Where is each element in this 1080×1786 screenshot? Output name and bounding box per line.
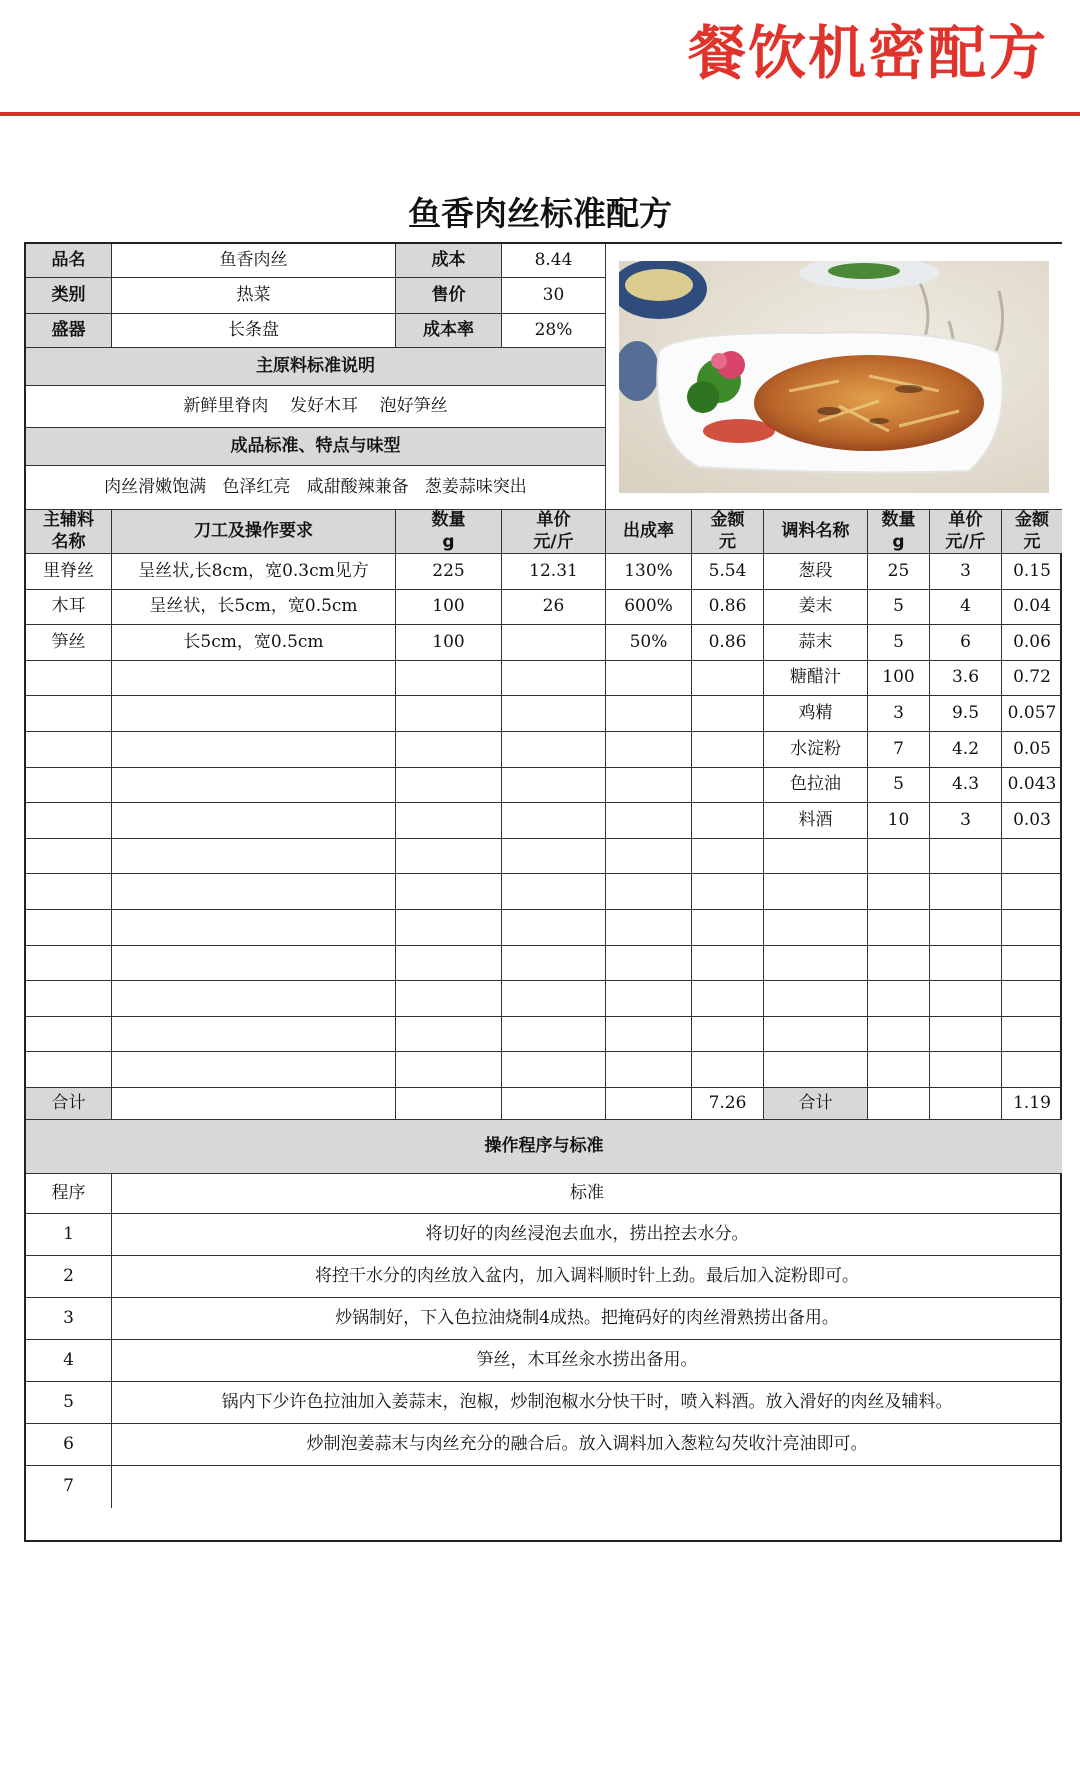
ingredient-unit-price bbox=[502, 839, 606, 874]
seasoning-name bbox=[764, 1017, 868, 1052]
procedure-step-text: 笋丝，木耳丝汆水捞出备用。 bbox=[112, 1340, 1062, 1382]
total-label: 合计 bbox=[26, 1088, 112, 1120]
procedure-step-column: 程序 bbox=[26, 1174, 112, 1214]
seasoning-unit-price: 4.3 bbox=[930, 768, 1002, 803]
procedure-step-text: 将控干水分的肉丝放入盆内，加入调料顺时针上劲。最后加入淀粉即可。 bbox=[112, 1256, 1062, 1298]
cutting-requirement bbox=[112, 874, 396, 910]
seasoning-name bbox=[764, 981, 868, 1017]
info-value: 8.44 bbox=[502, 244, 606, 278]
ingredient-amount bbox=[692, 768, 764, 803]
ingredient-name bbox=[26, 1017, 112, 1052]
cutting-requirement bbox=[112, 696, 396, 732]
ingredient-yield bbox=[606, 874, 692, 910]
procedure-step-number: 2 bbox=[26, 1256, 112, 1298]
total-empty bbox=[930, 1088, 1002, 1120]
ingredient-yield bbox=[606, 910, 692, 946]
ingredient-qty bbox=[396, 1052, 502, 1088]
total-seasoning-label: 合计 bbox=[764, 1088, 868, 1120]
ingredient-qty bbox=[396, 803, 502, 839]
seasoning-amount: 0.06 bbox=[1002, 625, 1062, 661]
ingredient-amount bbox=[692, 732, 764, 768]
cutting-requirement bbox=[112, 839, 396, 874]
ingredient-yield: 50% bbox=[606, 625, 692, 661]
info-value: 鱼香肉丝 bbox=[112, 244, 396, 278]
page-title: 鱼香肉丝标准配方 bbox=[408, 194, 672, 233]
seasoning-amount: 0.043 bbox=[1002, 768, 1062, 803]
ingredient-unit-price bbox=[502, 732, 606, 768]
ingredient-unit-price bbox=[502, 625, 606, 661]
seasoning-qty: 5 bbox=[868, 768, 930, 803]
seasoning-unit-price bbox=[930, 874, 1002, 910]
cutting-requirement bbox=[112, 803, 396, 839]
ingredient-amount: 0.86 bbox=[692, 590, 764, 625]
ingredient-yield bbox=[606, 696, 692, 732]
seasoning-name: 色拉油 bbox=[764, 768, 868, 803]
col-header-qty: 数量 g bbox=[396, 510, 502, 554]
ingredient-unit-price bbox=[502, 910, 606, 946]
brand-logo: 餐饮机密配方 bbox=[687, 19, 1048, 87]
ingredient-qty: 225 bbox=[396, 554, 502, 590]
seasoning-qty bbox=[868, 1052, 930, 1088]
col-header-ingredient: 主辅料 名称 bbox=[26, 510, 112, 554]
ingredient-qty bbox=[396, 839, 502, 874]
total-empty bbox=[606, 1088, 692, 1120]
procedure-step-text bbox=[112, 1466, 1062, 1508]
seasoning-qty: 100 bbox=[868, 661, 930, 696]
seasoning-amount: 0.72 bbox=[1002, 661, 1062, 696]
info-value: 30 bbox=[502, 278, 606, 314]
seasoning-unit-price bbox=[930, 981, 1002, 1017]
info-value: 28% bbox=[502, 314, 606, 348]
seasoning-unit-price: 3 bbox=[930, 803, 1002, 839]
info-value: 热菜 bbox=[112, 278, 396, 314]
col-header-unit-price: 单价 元/斤 bbox=[502, 510, 606, 554]
ingredient-amount bbox=[692, 946, 764, 981]
ingredient-qty bbox=[396, 946, 502, 981]
seasoning-amount: 0.04 bbox=[1002, 590, 1062, 625]
ingredient-qty bbox=[396, 661, 502, 696]
ingredient-qty bbox=[396, 696, 502, 732]
procedure-step-text: 炒制泡姜蒜末与肉丝充分的融合后。放入调料加入葱粒勾芡收汁亮油即可。 bbox=[112, 1424, 1062, 1466]
total-empty bbox=[112, 1088, 396, 1120]
seasoning-qty bbox=[868, 910, 930, 946]
seasoning-qty: 7 bbox=[868, 732, 930, 768]
seasoning-amount bbox=[1002, 839, 1062, 874]
cutting-requirement bbox=[112, 661, 396, 696]
ingredient-unit-price bbox=[502, 661, 606, 696]
seasoning-qty bbox=[868, 874, 930, 910]
seasoning-qty bbox=[868, 1017, 930, 1052]
seasoning-name bbox=[764, 874, 868, 910]
info-label: 类别 bbox=[26, 278, 112, 314]
seasoning-qty: 5 bbox=[868, 625, 930, 661]
seasoning-name: 蒜末 bbox=[764, 625, 868, 661]
ingredient-amount bbox=[692, 981, 764, 1017]
ingredient-amount bbox=[692, 839, 764, 874]
total-seasoning-amount: 1.19 bbox=[1002, 1088, 1062, 1120]
ingredient-name bbox=[26, 661, 112, 696]
ingredient-qty bbox=[396, 1017, 502, 1052]
ingredient-unit-price bbox=[502, 1017, 606, 1052]
ingredient-name bbox=[26, 768, 112, 803]
seasoning-amount: 0.03 bbox=[1002, 803, 1062, 839]
ingredient-amount bbox=[692, 803, 764, 839]
seasoning-amount bbox=[1002, 981, 1062, 1017]
seasoning-unit-price: 3 bbox=[930, 554, 1002, 590]
ingredient-yield bbox=[606, 732, 692, 768]
ingredient-unit-price bbox=[502, 981, 606, 1017]
procedure-heading: 操作程序与标准 bbox=[26, 1120, 1062, 1174]
procedure-step-number: 6 bbox=[26, 1424, 112, 1466]
total-empty bbox=[868, 1088, 930, 1120]
info-value: 长条盘 bbox=[112, 314, 396, 348]
seasoning-unit-price: 3.6 bbox=[930, 661, 1002, 696]
ingredient-yield bbox=[606, 839, 692, 874]
ingredient-name: 里脊丝 bbox=[26, 554, 112, 590]
ingredient-unit-price: 26 bbox=[502, 590, 606, 625]
seasoning-amount bbox=[1002, 1017, 1062, 1052]
procedure-step-text: 锅内下少许色拉油加入姜蒜末，泡椒，炒制泡椒水分快干时，喷入料酒。放入滑好的肉丝及辅料。 bbox=[112, 1382, 1062, 1424]
ingredient-unit-price bbox=[502, 696, 606, 732]
cutting-requirement: 呈丝状,长8cm，宽0.3cm见方 bbox=[112, 554, 396, 590]
ingredient-name bbox=[26, 910, 112, 946]
ingredient-amount bbox=[692, 874, 764, 910]
col-header-seasoning: 调料名称 bbox=[764, 510, 868, 554]
procedure-standard-column: 标准 bbox=[112, 1174, 1062, 1214]
seasoning-qty bbox=[868, 839, 930, 874]
ingredient-qty bbox=[396, 910, 502, 946]
ingredient-yield bbox=[606, 1052, 692, 1088]
col-header-yield: 出成率 bbox=[606, 510, 692, 554]
procedure-step-number: 7 bbox=[26, 1466, 112, 1508]
ingredient-yield: 600% bbox=[606, 590, 692, 625]
cutting-requirement bbox=[112, 1052, 396, 1088]
seasoning-name bbox=[764, 839, 868, 874]
total-main-amount: 7.26 bbox=[692, 1088, 764, 1120]
dish-photo-illustration bbox=[619, 261, 1049, 493]
ingredient-unit-price bbox=[502, 1052, 606, 1088]
ingredient-name: 笋丝 bbox=[26, 625, 112, 661]
seasoning-unit-price bbox=[930, 946, 1002, 981]
ingredient-name bbox=[26, 696, 112, 732]
procedure-step-text: 将切好的肉丝浸泡去血水，捞出控去水分。 bbox=[112, 1214, 1062, 1256]
total-empty bbox=[396, 1088, 502, 1120]
seasoning-amount: 0.05 bbox=[1002, 732, 1062, 768]
seasoning-name: 水淀粉 bbox=[764, 732, 868, 768]
seasoning-qty: 25 bbox=[868, 554, 930, 590]
ingredient-unit-price bbox=[502, 803, 606, 839]
ingredient-amount bbox=[692, 661, 764, 696]
cutting-requirement: 呈丝状，长5cm，宽0.5cm bbox=[112, 590, 396, 625]
ingredient-unit-price bbox=[502, 874, 606, 910]
col-header-seasoning-qty: 数量 g bbox=[868, 510, 930, 554]
seasoning-unit-price: 4.2 bbox=[930, 732, 1002, 768]
info-label: 成本 bbox=[396, 244, 502, 278]
info-label: 盛器 bbox=[26, 314, 112, 348]
seasoning-amount bbox=[1002, 910, 1062, 946]
total-empty bbox=[502, 1088, 606, 1120]
procedure-step-text: 炒锅制好，下入色拉油烧制4成热。把掩码好的肉丝滑熟捞出备用。 bbox=[112, 1298, 1062, 1340]
ingredient-name: 木耳 bbox=[26, 590, 112, 625]
seasoning-name: 料酒 bbox=[764, 803, 868, 839]
col-header-seasoning-amount: 金额 元 bbox=[1002, 510, 1062, 554]
seasoning-amount bbox=[1002, 874, 1062, 910]
ingredient-yield bbox=[606, 661, 692, 696]
seasoning-unit-price bbox=[930, 910, 1002, 946]
header-divider bbox=[0, 112, 1080, 116]
seasoning-amount bbox=[1002, 1052, 1062, 1088]
seasoning-name: 糖醋汁 bbox=[764, 661, 868, 696]
ingredient-amount bbox=[692, 696, 764, 732]
cutting-requirement bbox=[112, 946, 396, 981]
seasoning-unit-price bbox=[930, 1017, 1002, 1052]
ingredient-name bbox=[26, 803, 112, 839]
main-ingredients-heading: 主原料标准说明 bbox=[26, 348, 606, 386]
cutting-requirement: 长5cm，宽0.5cm bbox=[112, 625, 396, 661]
ingredient-qty bbox=[396, 981, 502, 1017]
ingredient-name bbox=[26, 1052, 112, 1088]
ingredient-name bbox=[26, 732, 112, 768]
ingredient-qty bbox=[396, 768, 502, 803]
seasoning-qty: 3 bbox=[868, 696, 930, 732]
seasoning-qty: 10 bbox=[868, 803, 930, 839]
ingredient-name bbox=[26, 981, 112, 1017]
ingredient-yield bbox=[606, 803, 692, 839]
ingredient-unit-price bbox=[502, 768, 606, 803]
ingredient-unit-price: 12.31 bbox=[502, 554, 606, 590]
cutting-requirement bbox=[112, 732, 396, 768]
ingredient-name bbox=[26, 946, 112, 981]
main-ingredients-text: 新鲜里脊肉 发好木耳 泡好笋丝 bbox=[26, 386, 606, 428]
ingredient-qty: 100 bbox=[396, 590, 502, 625]
ingredient-name bbox=[26, 874, 112, 910]
procedure-step-number: 1 bbox=[26, 1214, 112, 1256]
cutting-requirement bbox=[112, 981, 396, 1017]
recipe-table bbox=[24, 242, 1062, 1542]
ingredient-yield bbox=[606, 946, 692, 981]
seasoning-unit-price: 9.5 bbox=[930, 696, 1002, 732]
cutting-requirement bbox=[112, 1017, 396, 1052]
seasoning-qty bbox=[868, 946, 930, 981]
ingredient-qty bbox=[396, 732, 502, 768]
cutting-requirement bbox=[112, 910, 396, 946]
ingredient-amount bbox=[692, 910, 764, 946]
col-header-cutting: 刀工及操作要求 bbox=[112, 510, 396, 554]
seasoning-name: 葱段 bbox=[764, 554, 868, 590]
seasoning-amount: 0.057 bbox=[1002, 696, 1062, 732]
ingredient-amount bbox=[692, 1017, 764, 1052]
ingredient-yield bbox=[606, 981, 692, 1017]
seasoning-unit-price bbox=[930, 1052, 1002, 1088]
info-label: 成本率 bbox=[396, 314, 502, 348]
ingredient-qty bbox=[396, 874, 502, 910]
cutting-requirement bbox=[112, 768, 396, 803]
info-label: 售价 bbox=[396, 278, 502, 314]
col-header-seasoning-unit-price: 单价 元/斤 bbox=[930, 510, 1002, 554]
ingredient-qty: 100 bbox=[396, 625, 502, 661]
seasoning-amount: 0.15 bbox=[1002, 554, 1062, 590]
ingredient-yield bbox=[606, 1017, 692, 1052]
product-standard-heading: 成品标准、特点与味型 bbox=[26, 428, 606, 466]
seasoning-name bbox=[764, 946, 868, 981]
procedure-step-number: 3 bbox=[26, 1298, 112, 1340]
seasoning-name bbox=[764, 1052, 868, 1088]
seasoning-unit-price: 4 bbox=[930, 590, 1002, 625]
seasoning-unit-price bbox=[930, 839, 1002, 874]
seasoning-name: 姜末 bbox=[764, 590, 868, 625]
seasoning-qty: 5 bbox=[868, 590, 930, 625]
seasoning-name: 鸡精 bbox=[764, 696, 868, 732]
seasoning-unit-price: 6 bbox=[930, 625, 1002, 661]
ingredient-name bbox=[26, 839, 112, 874]
ingredient-unit-price bbox=[502, 946, 606, 981]
ingredient-amount bbox=[692, 1052, 764, 1088]
procedure-step-number: 5 bbox=[26, 1382, 112, 1424]
ingredient-yield bbox=[606, 768, 692, 803]
ingredient-amount: 5.54 bbox=[692, 554, 764, 590]
ingredient-amount: 0.86 bbox=[692, 625, 764, 661]
col-header-amount: 金额 元 bbox=[692, 510, 764, 554]
procedure-step-number: 4 bbox=[26, 1340, 112, 1382]
seasoning-name bbox=[764, 910, 868, 946]
info-label: 品名 bbox=[26, 244, 112, 278]
product-standard-text: 肉丝滑嫩饱满 色泽红亮 咸甜酸辣兼备 葱姜蒜味突出 bbox=[26, 466, 606, 510]
seasoning-qty bbox=[868, 981, 930, 1017]
seasoning-amount bbox=[1002, 946, 1062, 981]
dish-photo bbox=[606, 244, 1062, 510]
ingredient-yield: 130% bbox=[606, 554, 692, 590]
